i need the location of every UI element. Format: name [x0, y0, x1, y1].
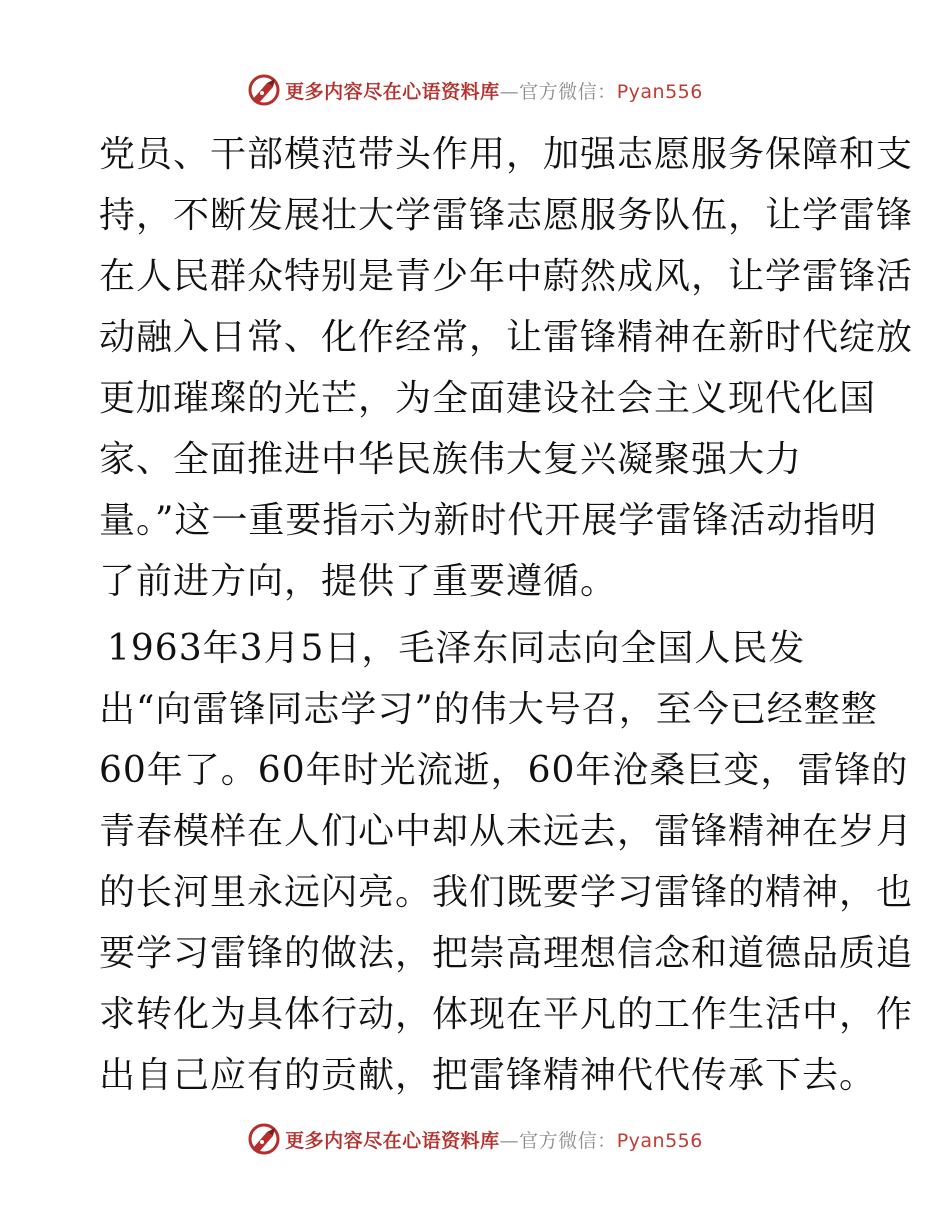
- text-line: 党员、干部模范带头作用，加强志愿服务保障和支: [99, 134, 914, 175]
- header-main-text: 更多内容尽在心语资料库: [285, 80, 500, 103]
- footer-separator: —: [499, 1129, 520, 1152]
- paragraph-2: [99, 618, 914, 1106]
- footer-banner: [0, 1119, 950, 1159]
- footer-wechat-label: 官方微信：: [519, 1129, 617, 1152]
- text-line: 持，不断发展壮大学雷锋志愿服务队伍，让学雷锋: [99, 195, 914, 236]
- header-separator: —: [499, 80, 520, 103]
- footer-text: [285, 1126, 703, 1153]
- text-line: 出自己应有的贡献，把雷锋精神代代传承下去。: [99, 1055, 877, 1096]
- pen-nib-logo-icon: [247, 73, 281, 107]
- text-line: 的长河里永远闪亮。我们既要学习雷锋的精神，也: [99, 872, 914, 913]
- text-line: 量。”这一重要指示为新时代开展学雷锋活动指明: [99, 500, 878, 541]
- text-line: 青春模样在人们心中却从未远去，雷锋精神在岁月: [99, 811, 914, 852]
- text-line: 60年了。60年时光流逝，60年沧桑巨变，雷锋的: [99, 750, 909, 791]
- footer-wechat-id: Pyan556: [616, 1129, 703, 1152]
- text-line: 在人民群众特别是青少年中蔚然成风，让学雷锋活: [99, 256, 914, 297]
- text-line: 了前进方向，提供了重要遵循。: [99, 561, 618, 602]
- text-line: 1963年3月5日，毛泽东同志向全国人民发: [107, 628, 806, 669]
- text-line: 求转化为具体行动，体现在平凡的工作生活中，作: [99, 994, 914, 1035]
- text-line: 出“向雷锋同志学习”的伟大号召，至今已经整整: [99, 689, 878, 730]
- text-line: 要学习雷锋的做法，把崇高理想信念和道德品质追: [99, 933, 914, 974]
- text-line: 更加璀璨的光芒，为全面建设社会主义现代化国: [99, 378, 877, 419]
- text-line: 家、全面推进中华民族伟大复兴凝聚强大力: [99, 439, 803, 480]
- header-text: [285, 77, 703, 104]
- document-body: [99, 124, 914, 1106]
- header-wechat-id: Pyan556: [616, 80, 703, 103]
- paragraph-1: [99, 124, 914, 612]
- pen-nib-logo-icon: [247, 1122, 281, 1156]
- text-line: 动融入日常、化作经常，让雷锋精神在新时代绽放: [99, 317, 914, 358]
- footer-main-text: 更多内容尽在心语资料库: [285, 1129, 500, 1152]
- header-wechat-label: 官方微信：: [519, 80, 617, 103]
- header-banner: [0, 70, 950, 110]
